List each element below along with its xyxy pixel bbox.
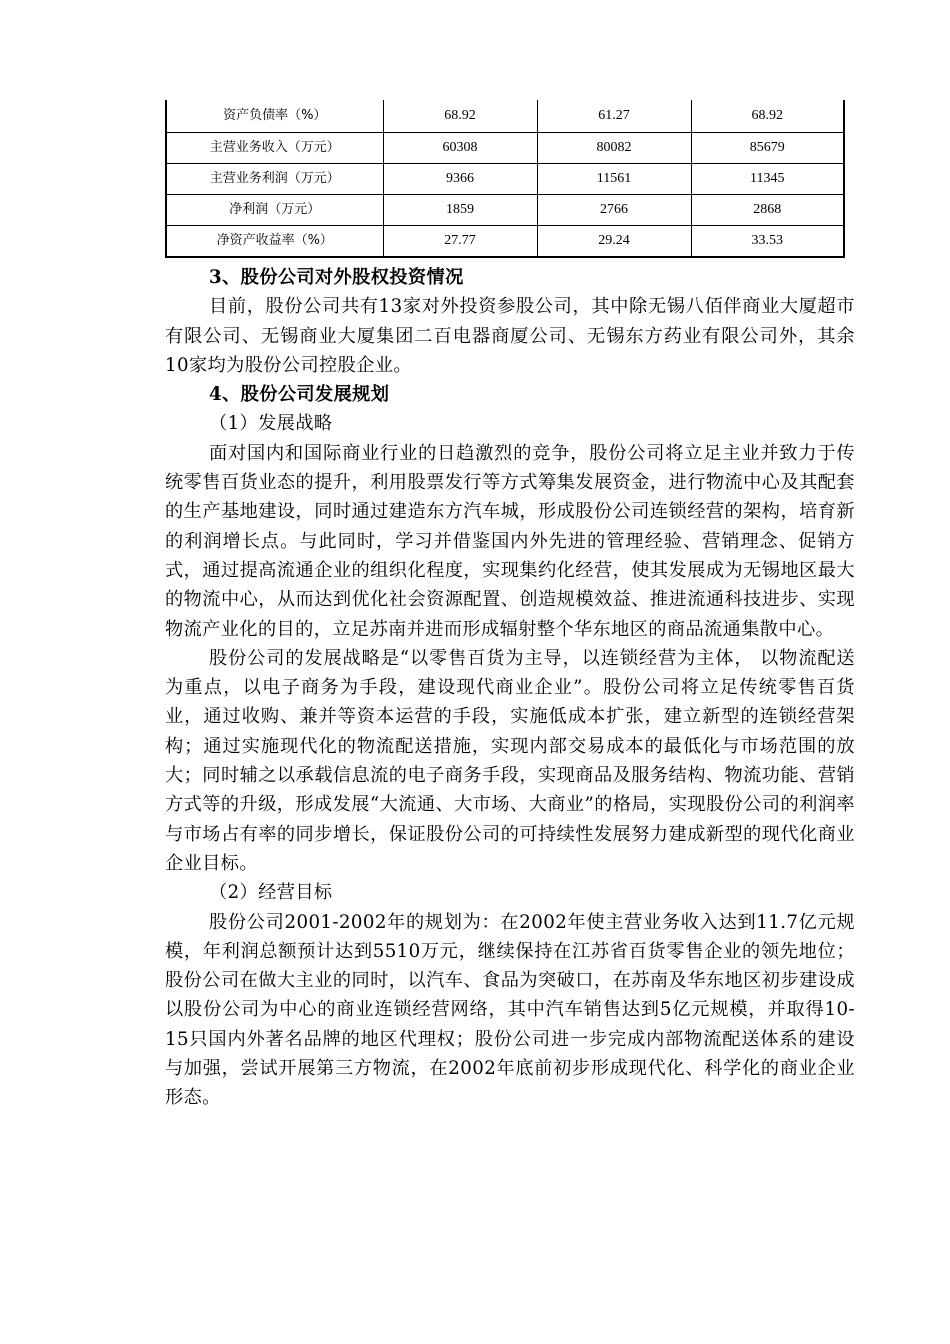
table-row bbox=[166, 164, 844, 195]
subheading-strategy: （1）发展战略 bbox=[209, 413, 333, 435]
row-label: 主营业务利润（万元） bbox=[166, 164, 383, 195]
section-4-heading: 4、股份公司发展规划 bbox=[209, 384, 390, 406]
table-row bbox=[166, 195, 844, 226]
table-cell: 27.77 bbox=[383, 226, 537, 258]
table-row bbox=[166, 226, 844, 258]
strategy-paragraph-1: 面对国内和国际商业行业的日趋激烈的竞争，股份公司将立足主业并致力于传统零售百货业态的提升，利用股票发行等方式筹集发展资金，进行物流中心及其配套的生产基地建设，同时通过建造东方汽车城，形成股份公司连锁经营的架构，培育新的利润增长点。与此同时，学习并借鉴国内外先进的管理经验、营销理念、促销方式，通过提高流通企业的组织化程度，实现集约化经营，使其发展成为无锡地区最大的物流中心，从而达到优化社会资源配置、创造规模效益、推进流通科技进步、实现物流产业化的目的，立足苏南并进而形成辐射整个华东地区的商品流通集散中心。 bbox=[165, 442, 855, 640]
table-cell: 68.92 bbox=[691, 100, 844, 133]
section-3-paragraph: 目前，股份公司共有13家对外投资参股公司，其中除无锡八佰伴商业大厦超市有限公司、无锡商业大厦集团二百电器商厦公司、无锡东方药业有限公司外，其余10家均为股份公司控股企业。 bbox=[165, 296, 855, 376]
row-label: 资产负债率（%） bbox=[166, 100, 383, 133]
table-cell: 11345 bbox=[691, 164, 844, 195]
subheading-targets: （2）经营目标 bbox=[209, 882, 333, 904]
row-label: 净利润（万元） bbox=[166, 195, 383, 226]
targets-paragraph: 股份公司2001-2002年的规划为：在2002年使主营业务收入达到11.7亿元规模，年利润总额预计达到5510万元，继续保持在江苏省百货零售企业的领先地位；股份公司在做大主业的同时，以汽车、食品为突破口，在苏南及华东地区初步建设成以股份公司为中心的商业连锁经营网络，其中汽车销售达到5亿元规模，并取得10-15只国内外著名品牌的地区代理权；股份公司进一步完成内部物流配送体系的建设与加强，尝试开展第三方物流，在2002年底前初步形成现代化、科学化的商业企业形态。 bbox=[165, 911, 855, 1109]
table-cell: 1859 bbox=[383, 195, 537, 226]
table-cell: 68.92 bbox=[383, 100, 537, 133]
table-cell: 33.53 bbox=[691, 226, 844, 258]
table-cell: 80082 bbox=[537, 133, 691, 164]
table-cell: 61.27 bbox=[537, 100, 691, 133]
section-3-heading: 3、股份公司对外股权投资情况 bbox=[209, 267, 464, 288]
table-row bbox=[166, 133, 844, 164]
table-cell: 85679 bbox=[691, 133, 844, 164]
strategy-paragraph-2: 股份公司的发展战略是“以零售百货为主导，以连锁经营为主体， 以物流配送为重点，以电子商务为手段，建设现代商业企业”。股份公司将立足传统零售百货业，通过收购、兼并等资本运营的手段，实施低成本扩张，建立新型的连锁经营架构；通过实施现代化的物流配送措施，实现内部交易成本的最低化与市场范围的放大；同时辅之以承载信息流的电子商务手段，实现商品及服务结构、物流功能、营销方式等的升级，形成发展“大流通、大市场、大商业”的格局，实现股份公司的利润率与市场占有率的同步增长，保证股份公司的可持续性发展努力建成新型的现代化商业企业目标。 bbox=[165, 647, 855, 874]
table-row bbox=[166, 100, 844, 133]
body-text bbox=[165, 263, 855, 1113]
table-cell: 2766 bbox=[537, 195, 691, 226]
table-cell: 29.24 bbox=[537, 226, 691, 258]
row-label: 主营业务收入（万元） bbox=[166, 133, 383, 164]
table-cell: 60308 bbox=[383, 133, 537, 164]
row-label: 净资产收益率（%） bbox=[166, 226, 383, 258]
table-cell: 2868 bbox=[691, 195, 844, 226]
table-cell: 9366 bbox=[383, 164, 537, 195]
table-cell: 11561 bbox=[537, 164, 691, 195]
financial-table bbox=[165, 100, 845, 258]
